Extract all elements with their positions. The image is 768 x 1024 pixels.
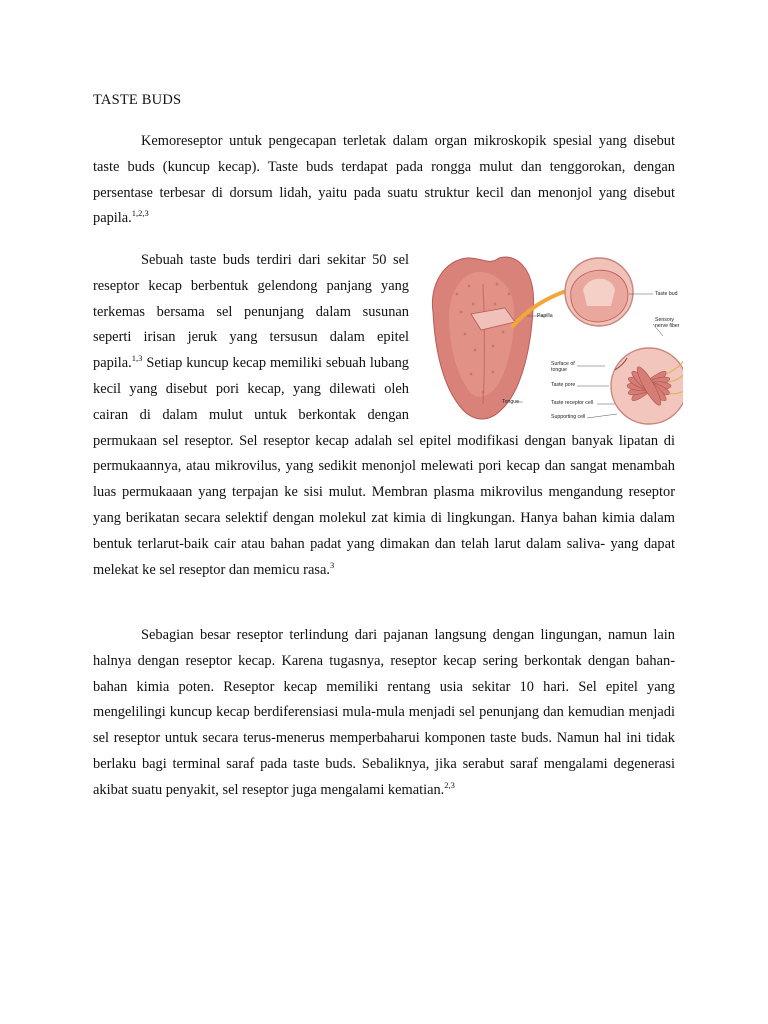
paragraph-1-text: Kemoreseptor untuk pengecapan terletak dalam organ mikroskopik spesial yang disebut taste buds (kuncup kecap). Taste buds terdapat pada rongga mulut dan tenggorokan, dengan persentase terbesar di dorsum lidah, yaitu pada suatu struktur kecil dan menonjol yang disebut papila. <box>93 133 675 227</box>
label-sensory-nerve-fiber: Sensory nerve fiber <box>655 317 680 329</box>
citation-p2-a: 1,3 <box>131 353 143 364</box>
page-title: TASTE BUDS <box>93 92 182 108</box>
label-taste-bud: Taste bud <box>655 291 678 297</box>
citation-p3: 2,3 <box>444 779 455 790</box>
paragraph-1 <box>93 129 675 232</box>
citation-p2-b: 3 <box>329 559 335 570</box>
paragraph-3 <box>93 623 675 804</box>
label-papilla: Papilla <box>537 313 553 319</box>
taste-bud-figure <box>427 254 683 426</box>
citation-p1: 1,2,3 <box>131 208 149 219</box>
paragraph-2-text-b: Setiap kuncup kecap memiliki sebuah lubang kecil yang disebut pori kecap, yang dilewati oleh cairan di dalam mulut untuk berkontak dengan permukaan sel reseptor. Sel reseptor kecap adalah sel epitel modifikasi dengan banyak lipatan di permukaannya, atau mikrovilus, yang sedikit menonjol melewati pori kecap dan sangat menambah luas permukaaan yang terpajan ke sisi mulut. Membran plasma mikrovilus mengandung reseptor yang berikatan secara selektif dengan molekul zat kimia di lingkungan. Hanya bahan kimia dalam bentuk terlarut-baik cair atau bahan padat yang dimakan dan telah larut dalam saliva- yang dapat melekat ke sel reseptor dan memicu rasa. <box>93 355 675 578</box>
label-taste-receptor-cell: Taste receptor cell <box>551 400 594 406</box>
label-surface-of-tongue: Surface of tongue <box>551 361 575 373</box>
label-supporting-cell: Supporting cell <box>551 414 586 420</box>
label-tongue: Tongue <box>502 399 520 405</box>
paragraph-2-text-a: Sebuah taste buds terdiri dari sekitar 50 sel reseptor kecap berbentuk gelendong panjang yang terkemas bersama sel penunjang dalam susunan seperti irisan jeruk yang tersusun dalam epitel papila. <box>93 252 409 372</box>
label-taste-pore: Taste pore <box>551 382 576 388</box>
paragraph-3-text: Sebagian besar reseptor terlindung dari pajanan langsung dengan lingungan, namun lain halnya dengan reseptor kecap. Karena tugasnya, reseptor kecap sering berkontak dengan bahan-bahan kimia poten. Reseptor kecap memiliki rentang usia sekitar 10 hari. Sel epitel yang mengelilingi kuncup kecap berdiferensiasi mula-mula menjadi sel penunjang dan kemudian menjadi sel reseptor untuk secara terus-menerus memperbaharui komponen taste buds. Namun hal ini tidak berlaku bagi terminal saraf pada taste buds. Sebaliknya, jika serabut saraf mengalami degenerasi akibat suatu penyakit, sel reseptor juga mengalami kematian. <box>93 627 675 798</box>
